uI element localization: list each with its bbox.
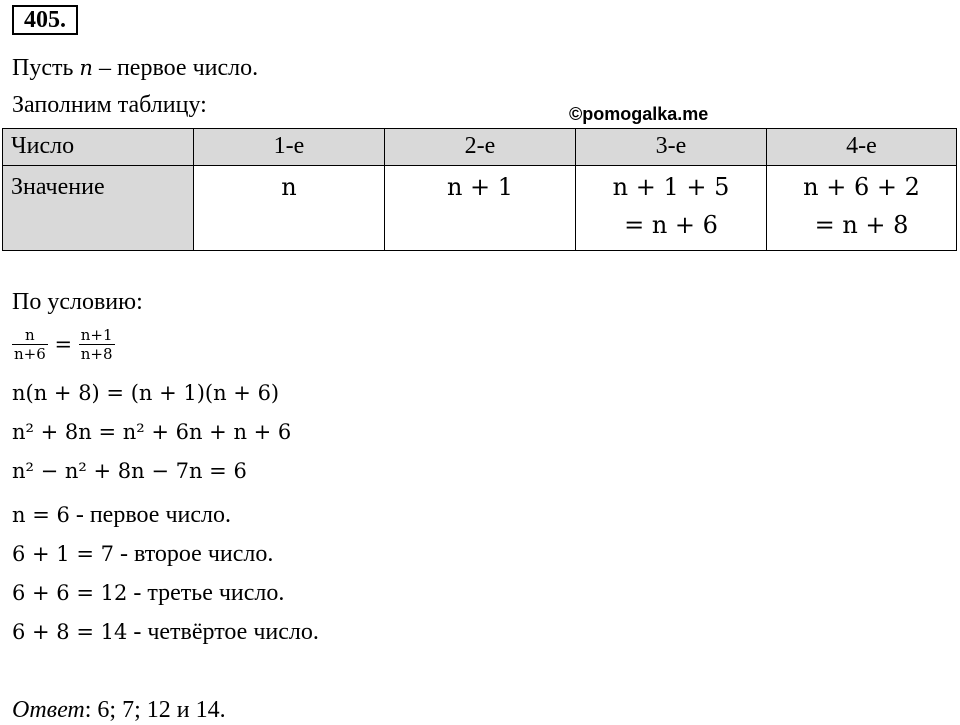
value-line: n + 1 + 5 [612, 173, 730, 201]
fraction-equation [12, 326, 115, 363]
header-cell: 4-е [767, 129, 957, 166]
watermark: ©pomogalka.me [569, 104, 709, 124]
fraction-denominator: n+8 [80, 345, 113, 363]
step-text: - первое число. [69, 502, 231, 528]
solution-step [12, 541, 273, 568]
step-text: - третье число. [127, 580, 285, 606]
value-cell [576, 166, 767, 251]
value-line: = n + 8 [814, 211, 909, 239]
step-text: - второе число. [113, 541, 274, 567]
step-math: 6 + 8 = 14 [12, 620, 128, 644]
step-math: n = 6 [12, 503, 70, 527]
intro-prefix: Пусть [12, 55, 80, 81]
fraction-right [79, 326, 115, 363]
table-header-row [3, 129, 957, 166]
step-text: - четвёртое число. [127, 619, 319, 645]
header-cell: 3-е [576, 129, 767, 166]
step-math: n² + 8n = n² + 6n + n + 6 [12, 420, 292, 444]
equals-sign: = [54, 332, 73, 357]
step-math: n(n + 8) = (n + 1)(n + 6) [12, 381, 280, 405]
fraction-denominator: n+6 [14, 345, 46, 363]
step-math: 6 + 1 = 7 [12, 542, 114, 566]
value-cell [767, 166, 957, 251]
solution-step [12, 619, 319, 646]
value-cell [385, 166, 576, 251]
step-math: 6 + 6 = 12 [12, 581, 128, 605]
solution-step [12, 458, 247, 485]
answer-line [12, 697, 226, 724]
intro-variable: n [79, 56, 93, 80]
values-table [2, 128, 957, 251]
header-cell: 1-е [194, 129, 385, 166]
step-math: n² − n² + 8n − 7n = 6 [12, 459, 247, 483]
solution-step [12, 419, 291, 446]
fraction-numerator: n [12, 326, 48, 345]
value-line: n + 1 [446, 173, 514, 201]
answer-text: : 6; 7; 12 и 14. [84, 697, 226, 723]
row-label-cell: Значение [3, 166, 194, 251]
solution-step [12, 502, 231, 529]
intro-line-1 [12, 55, 258, 82]
problem-number: 405. [12, 5, 78, 35]
condition-label: По условию: [12, 289, 143, 315]
value-line: = n + 6 [624, 211, 718, 239]
fraction-numerator: n+1 [80, 326, 113, 344]
solution-step [12, 380, 279, 407]
value-line: n [281, 173, 297, 201]
value-line: n + 6 + 2 [803, 173, 920, 201]
solution-step [12, 580, 284, 607]
table-value-row [3, 166, 957, 251]
header-cell: 2-е [385, 129, 576, 166]
answer-label: Ответ [12, 697, 85, 723]
header-cell: Число [3, 129, 194, 166]
intro-line-2: Заполним таблицу: [12, 92, 207, 118]
intro-suffix: – первое число. [92, 55, 259, 81]
fraction-left [12, 326, 48, 363]
value-cell [194, 166, 385, 251]
